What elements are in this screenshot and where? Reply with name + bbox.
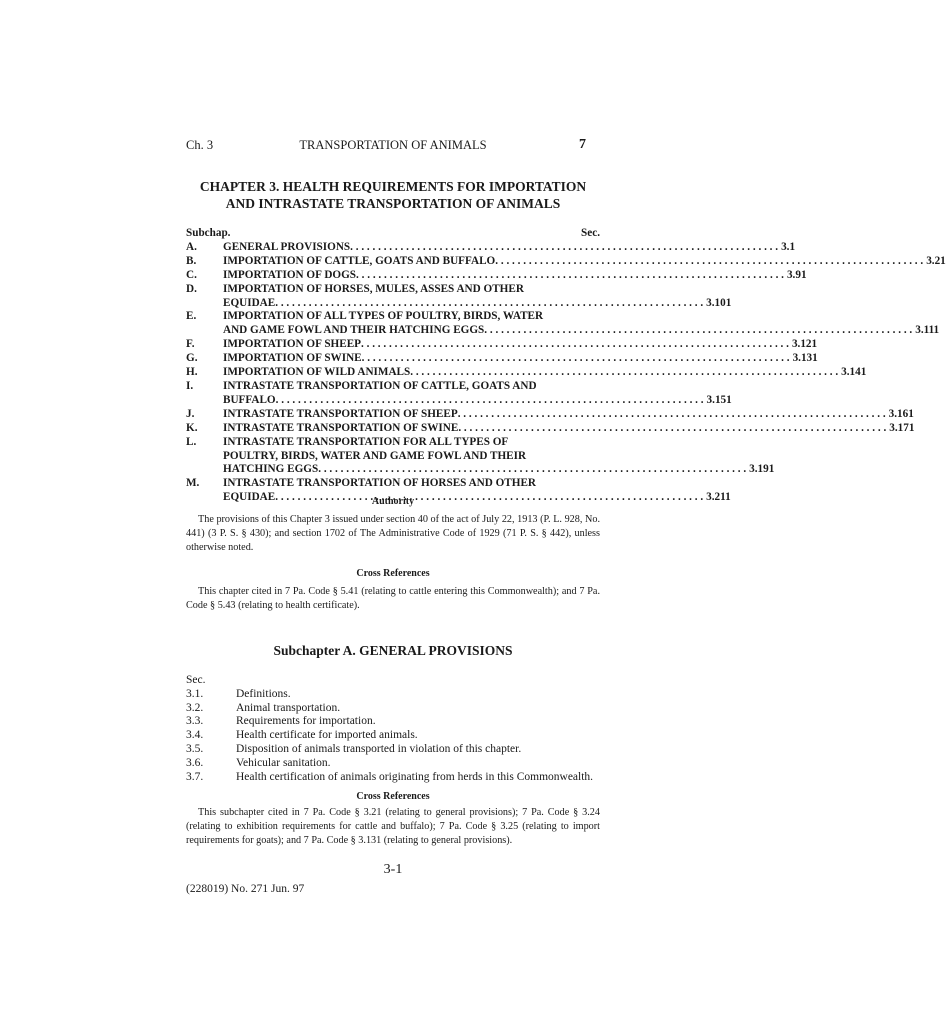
toc-row-title: IMPORTATION OF SHEEP bbox=[223, 338, 362, 351]
section-row bbox=[186, 715, 600, 729]
toc-row-section: 3.171 bbox=[889, 421, 915, 434]
section-number: 3.1. bbox=[186, 687, 204, 700]
toc-leader-dots bbox=[484, 324, 912, 338]
toc-row-title: GENERAL PROVISIONS bbox=[223, 240, 351, 253]
toc-row-body bbox=[223, 310, 939, 338]
section-row bbox=[186, 757, 600, 771]
toc-row-letter: D. bbox=[186, 282, 197, 295]
authority-text: The provisions of this Chapter 3 issued under section 40 of the act of July 22, 1913 (P. L. 928, No. 441) (3 P. S. § 430); and section 1702 of The Administrative Code of 1929 (71 P. S. § 442), unless otherwise noted. bbox=[186, 514, 600, 553]
toc-leader-dots bbox=[275, 297, 703, 311]
section-row bbox=[186, 702, 600, 716]
toc-row-letter: F. bbox=[186, 338, 195, 351]
toc-row-letter: E. bbox=[186, 310, 197, 323]
toc-row-letter: I. bbox=[186, 379, 194, 392]
toc-row-title-line bbox=[223, 241, 795, 255]
section-title: Vehicular sanitation. bbox=[236, 756, 331, 769]
chapter-title bbox=[186, 178, 600, 212]
footer-page-id: 3-1 bbox=[383, 862, 403, 877]
toc-row-body bbox=[223, 283, 731, 311]
section-title: Health certification of animals originating from herds in this Commonwealth. bbox=[236, 770, 594, 783]
section-title: Definitions. bbox=[236, 687, 291, 700]
toc-row-title-line bbox=[223, 297, 731, 311]
section-row bbox=[186, 743, 600, 757]
subchapter-table-of-contents bbox=[186, 227, 946, 505]
toc-leader-dots bbox=[318, 463, 746, 477]
section-number: 3.3. bbox=[186, 715, 204, 728]
toc-row-section: 3.141 bbox=[841, 366, 867, 379]
toc-row-letter: M. bbox=[186, 477, 200, 490]
toc-row-title-line bbox=[223, 422, 914, 436]
toc-row bbox=[186, 435, 775, 478]
toc-row-title-line bbox=[223, 324, 939, 338]
toc-row-title: EQUIDAE bbox=[223, 296, 276, 309]
toc-row-letter: B. bbox=[186, 254, 197, 267]
section-list bbox=[186, 674, 600, 784]
toc-row-body bbox=[223, 408, 914, 422]
toc-row-body bbox=[223, 255, 946, 269]
toc-row-section: 3.191 bbox=[749, 463, 775, 476]
toc-row bbox=[186, 407, 914, 422]
section-row bbox=[186, 688, 600, 702]
toc-row-title: IMPORTATION OF CATTLE, GOATS AND BUFFALO bbox=[223, 254, 496, 267]
toc-row-title: INTRASTATE TRANSPORTATION OF CATTLE, GOATS AND bbox=[223, 379, 537, 392]
toc-row-section: 3.211 bbox=[706, 491, 731, 504]
toc-subchap-label: Subchap. bbox=[186, 227, 231, 239]
toc-leader-dots bbox=[276, 394, 704, 408]
toc-row-title: POULTRY, BIRDS, WATER AND GAME FOWL AND THEIR bbox=[223, 449, 527, 462]
toc-row-section: 3.131 bbox=[792, 352, 818, 365]
toc-leader-dots bbox=[362, 352, 790, 366]
toc-row-body bbox=[223, 380, 732, 408]
toc-row-title: BUFFALO bbox=[223, 393, 276, 406]
section-number: 3.5. bbox=[186, 742, 204, 755]
toc-row bbox=[186, 379, 732, 408]
section-list-label: Sec. bbox=[186, 674, 206, 686]
toc-row bbox=[186, 268, 807, 283]
chapter-title-line-1: CHAPTER 3. HEALTH REQUIREMENTS FOR IMPORTATION bbox=[199, 179, 587, 194]
toc-row-title: INTRASTATE TRANSPORTATION OF SHEEP bbox=[223, 407, 458, 420]
toc-row bbox=[186, 366, 867, 380]
toc-row bbox=[186, 310, 940, 338]
toc-row-title-line bbox=[223, 269, 807, 283]
running-title: TRANSPORTATION OF ANIMALS bbox=[299, 138, 487, 152]
toc-row-title-line bbox=[223, 366, 866, 380]
toc-row-letter: H. bbox=[186, 366, 198, 379]
subchapter-title: Subchapter A. GENERAL PROVISIONS bbox=[273, 643, 513, 658]
section-rows bbox=[186, 688, 600, 785]
toc-header bbox=[186, 227, 600, 241]
cross-references-heading-2: Cross References bbox=[356, 791, 430, 802]
toc-row-title: EQUIDAE bbox=[223, 491, 276, 504]
toc-row-letter: J. bbox=[186, 407, 195, 420]
toc-row-section: 3.101 bbox=[706, 296, 732, 309]
toc-row-letter: C. bbox=[186, 268, 197, 281]
section-number: 3.2. bbox=[186, 701, 204, 714]
toc-row-title-line bbox=[223, 380, 732, 394]
toc-leader-dots bbox=[350, 241, 778, 255]
toc-row-title-line bbox=[223, 450, 774, 464]
toc-row-section: 3.1 bbox=[781, 240, 796, 253]
toc-row-section: 3.121 bbox=[791, 338, 818, 351]
toc-row-title-line bbox=[223, 352, 818, 366]
toc-leader-dots bbox=[458, 422, 886, 436]
toc-row bbox=[186, 240, 796, 255]
chapter-title-line-2: AND INTRASTATE TRANSPORTATION OF ANIMALS bbox=[225, 196, 561, 211]
toc-row-title-line bbox=[223, 394, 732, 408]
toc-row-section: 3.21 bbox=[926, 254, 946, 267]
toc-row-title-line bbox=[223, 255, 946, 269]
footer-supplement-note: (228019) No. 271 Jun. 97 bbox=[186, 883, 305, 895]
section-title: Disposition of animals transported in violation of this chapter. bbox=[236, 742, 522, 755]
toc-row-title-line bbox=[223, 477, 731, 491]
toc-row bbox=[186, 352, 818, 366]
toc-row-title-line bbox=[223, 338, 817, 352]
toc-row bbox=[186, 254, 946, 269]
toc-leader-dots bbox=[458, 408, 886, 422]
toc-row-section: 3.161 bbox=[888, 407, 914, 420]
toc-leader-dots bbox=[356, 269, 784, 283]
section-title: Animal transportation. bbox=[236, 701, 341, 714]
toc-row-letter: K. bbox=[186, 421, 198, 434]
toc-row-body bbox=[223, 436, 774, 478]
toc-row bbox=[186, 421, 915, 436]
toc-row-title: IMPORTATION OF WILD ANIMALS bbox=[223, 366, 411, 379]
section-number: 3.6. bbox=[186, 756, 204, 769]
toc-row-title-line bbox=[223, 310, 939, 324]
section-row bbox=[186, 729, 600, 743]
toc-row-title-line bbox=[223, 436, 774, 450]
toc-row-section: 3.111 bbox=[915, 324, 940, 337]
toc-row-title: INTRASTATE TRANSPORTATION OF HORSES AND OTHER bbox=[223, 477, 537, 490]
toc-row-title: INTRASTATE TRANSPORTATION OF SWINE bbox=[223, 421, 459, 434]
toc-row-body bbox=[223, 338, 817, 352]
toc-leader-dots bbox=[410, 366, 838, 380]
cross-references-text-2: This subchapter cited in 7 Pa. Code § 3.21 (relating to general provisions); 7 Pa. Code § 3.24 (relating to exhibition requirements for cattle and buffalo); 7 Pa. Code § 3.25 (relating to import requirements for goats); and 7 Pa. Code § 3.131 (relating to general provisions). bbox=[186, 807, 600, 846]
toc-row-body bbox=[223, 269, 807, 283]
toc-row-body bbox=[223, 366, 866, 380]
toc-row-body bbox=[223, 422, 914, 436]
toc-row-title: AND GAME FOWL AND THEIR HATCHING EGGS bbox=[223, 324, 485, 337]
chapter-label: Ch. 3 bbox=[186, 138, 214, 152]
toc-row-title-line bbox=[223, 283, 731, 297]
toc-row-title: INTRASTATE TRANSPORTATION FOR ALL TYPES OF bbox=[223, 435, 509, 448]
toc-row-title-line bbox=[223, 408, 914, 422]
toc-row-title: IMPORTATION OF HORSES, MULES, ASSES AND OTHER bbox=[223, 282, 524, 295]
cross-references-heading: Cross References bbox=[356, 568, 430, 579]
toc-row-title-line bbox=[223, 463, 774, 477]
toc-leader-dots bbox=[495, 255, 923, 269]
cross-references-text: This chapter cited in 7 Pa. Code § 5.41 (relating to cattle entering this Commonwealth); and 7 Pa. Code § 5.43 (relating to health certificate). bbox=[186, 586, 600, 611]
page-number: 7 bbox=[579, 137, 586, 152]
toc-row bbox=[186, 338, 818, 352]
toc-leader-dots bbox=[361, 338, 789, 352]
toc-row-letter: G. bbox=[186, 352, 198, 365]
toc-row-title: IMPORTATION OF DOGS bbox=[223, 268, 357, 281]
authority-heading: Authority bbox=[371, 496, 415, 507]
toc-sec-label: Sec. bbox=[581, 227, 600, 239]
toc-rows bbox=[186, 240, 946, 505]
section-number: 3.7. bbox=[186, 770, 204, 783]
toc-row-body bbox=[223, 241, 795, 255]
toc-row-section: 3.151 bbox=[706, 393, 732, 406]
section-title: Requirements for importation. bbox=[236, 715, 376, 728]
toc-row-letter: A. bbox=[186, 240, 197, 253]
toc-row-title: IMPORTATION OF ALL TYPES OF POULTRY, BIRDS, WATER bbox=[223, 310, 544, 323]
toc-row-title: IMPORTATION OF SWINE bbox=[223, 352, 362, 365]
section-title: Health certificate for imported animals. bbox=[236, 729, 418, 742]
toc-row bbox=[186, 282, 732, 311]
toc-row-body bbox=[223, 352, 818, 366]
toc-row-letter: L. bbox=[186, 435, 197, 448]
toc-row-section: 3.91 bbox=[786, 268, 807, 281]
section-row bbox=[186, 771, 600, 785]
section-number: 3.4. bbox=[186, 729, 204, 742]
toc-row-title: HATCHING EGGS bbox=[223, 463, 319, 476]
